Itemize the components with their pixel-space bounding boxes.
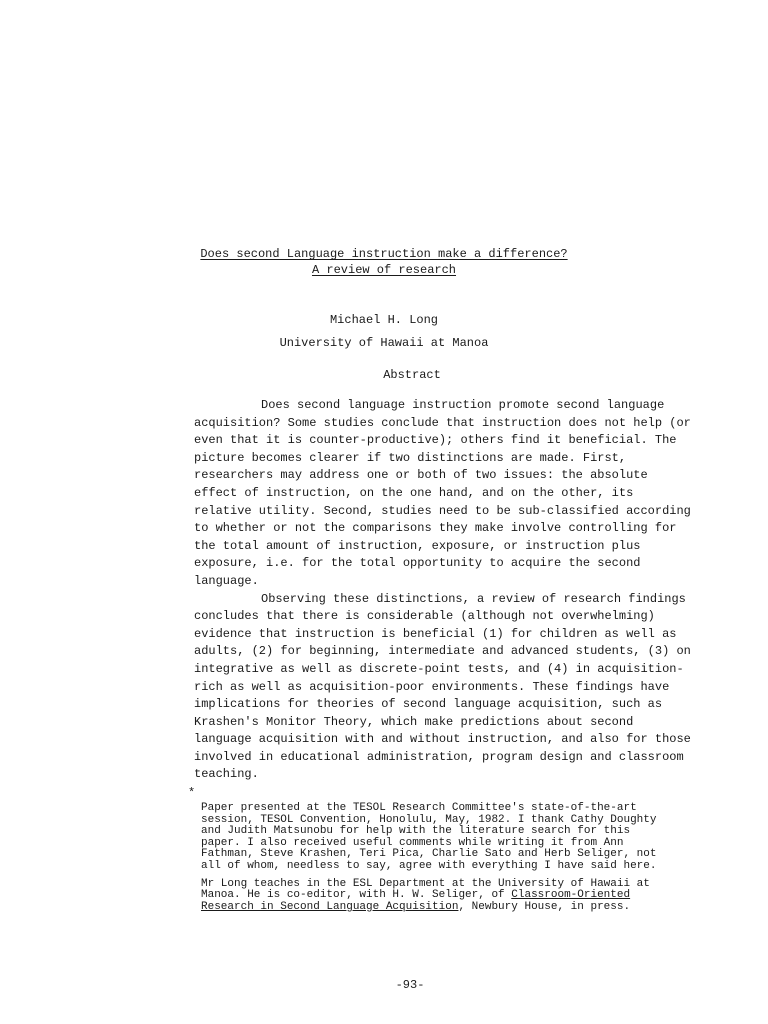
author-name: Michael H. Long <box>329 313 439 327</box>
footnote-2-text: Mr Long teaches in the ESL Department at the University of Hawaii at Manoa. He is co-editor, with H. W. Seliger, of <box>201 877 650 902</box>
title-line-2: A review of research <box>311 263 457 277</box>
book-title: Classroom-Oriented Research in Second Language Acquisition <box>201 889 631 913</box>
footnote <box>201 803 671 919</box>
abstract-heading: Abstract <box>383 368 441 382</box>
footnote-paragraph-2 <box>201 879 671 914</box>
title-line-1: Does second Language instruction make a difference? <box>200 247 568 261</box>
paper-title <box>0 246 768 278</box>
abstract-paragraph-2: Observing these distinctions, a review of research findings concludes that there is considerable (although not overwhelming) evidence that instruction is beneficial (1) for children as well as adults, (2) for beginning, intermediate and advanced students, (3) on integrative as well as discrete-point tests, and (4) in acquisition-rich as well as acquisition-poor environments. These findings have implications for theories of second language acquisition, such as Krashen's Monitor Theory, which make predictions about second language acquisition with and without instruction, and also for those involved in educational administration, program design and classroom teaching. <box>194 591 691 782</box>
page-number: -93- <box>395 978 425 992</box>
author-affiliation: University of Hawaii at Manoa <box>279 336 489 350</box>
footnote-paragraph-1: Paper presented at the TESOL Research Committee's state-of-the-art session, TESOL Convention, Honolulu, May, 1982. I thank Cathy Doughty and Judith Matsunobu for help with the literature search for this paper. I also received useful comments while writing it from Ann Fathman, Steve Krashen, Teri Pica, Charlie Sato and Herb Seliger, not all of whom, needless to say, agree with everything I have said here. <box>201 802 657 872</box>
author-block <box>0 309 768 355</box>
footnote-2-tail: , Newbury House, in press. <box>458 900 631 913</box>
footnote-marker: * <box>188 786 196 800</box>
abstract-paragraph-1: Does second language instruction promote second language acquisition? Some studies conclude that instruction does not help (or even that it is counter-productive); others find it beneficial. The picture becomes clearer if two distinctions are made. First, researchers may address one or both of two issues: the absolute effect of instruction, on the one hand, and on the other, its relative utility. Second, studies need to be sub-classified according to whether or not the comparisons they make involve controlling for the total amount of instruction, exposure, or instruction plus exposure, i.e. for the total opportunity to acquire the second language. <box>194 398 691 588</box>
abstract-body <box>194 397 694 784</box>
